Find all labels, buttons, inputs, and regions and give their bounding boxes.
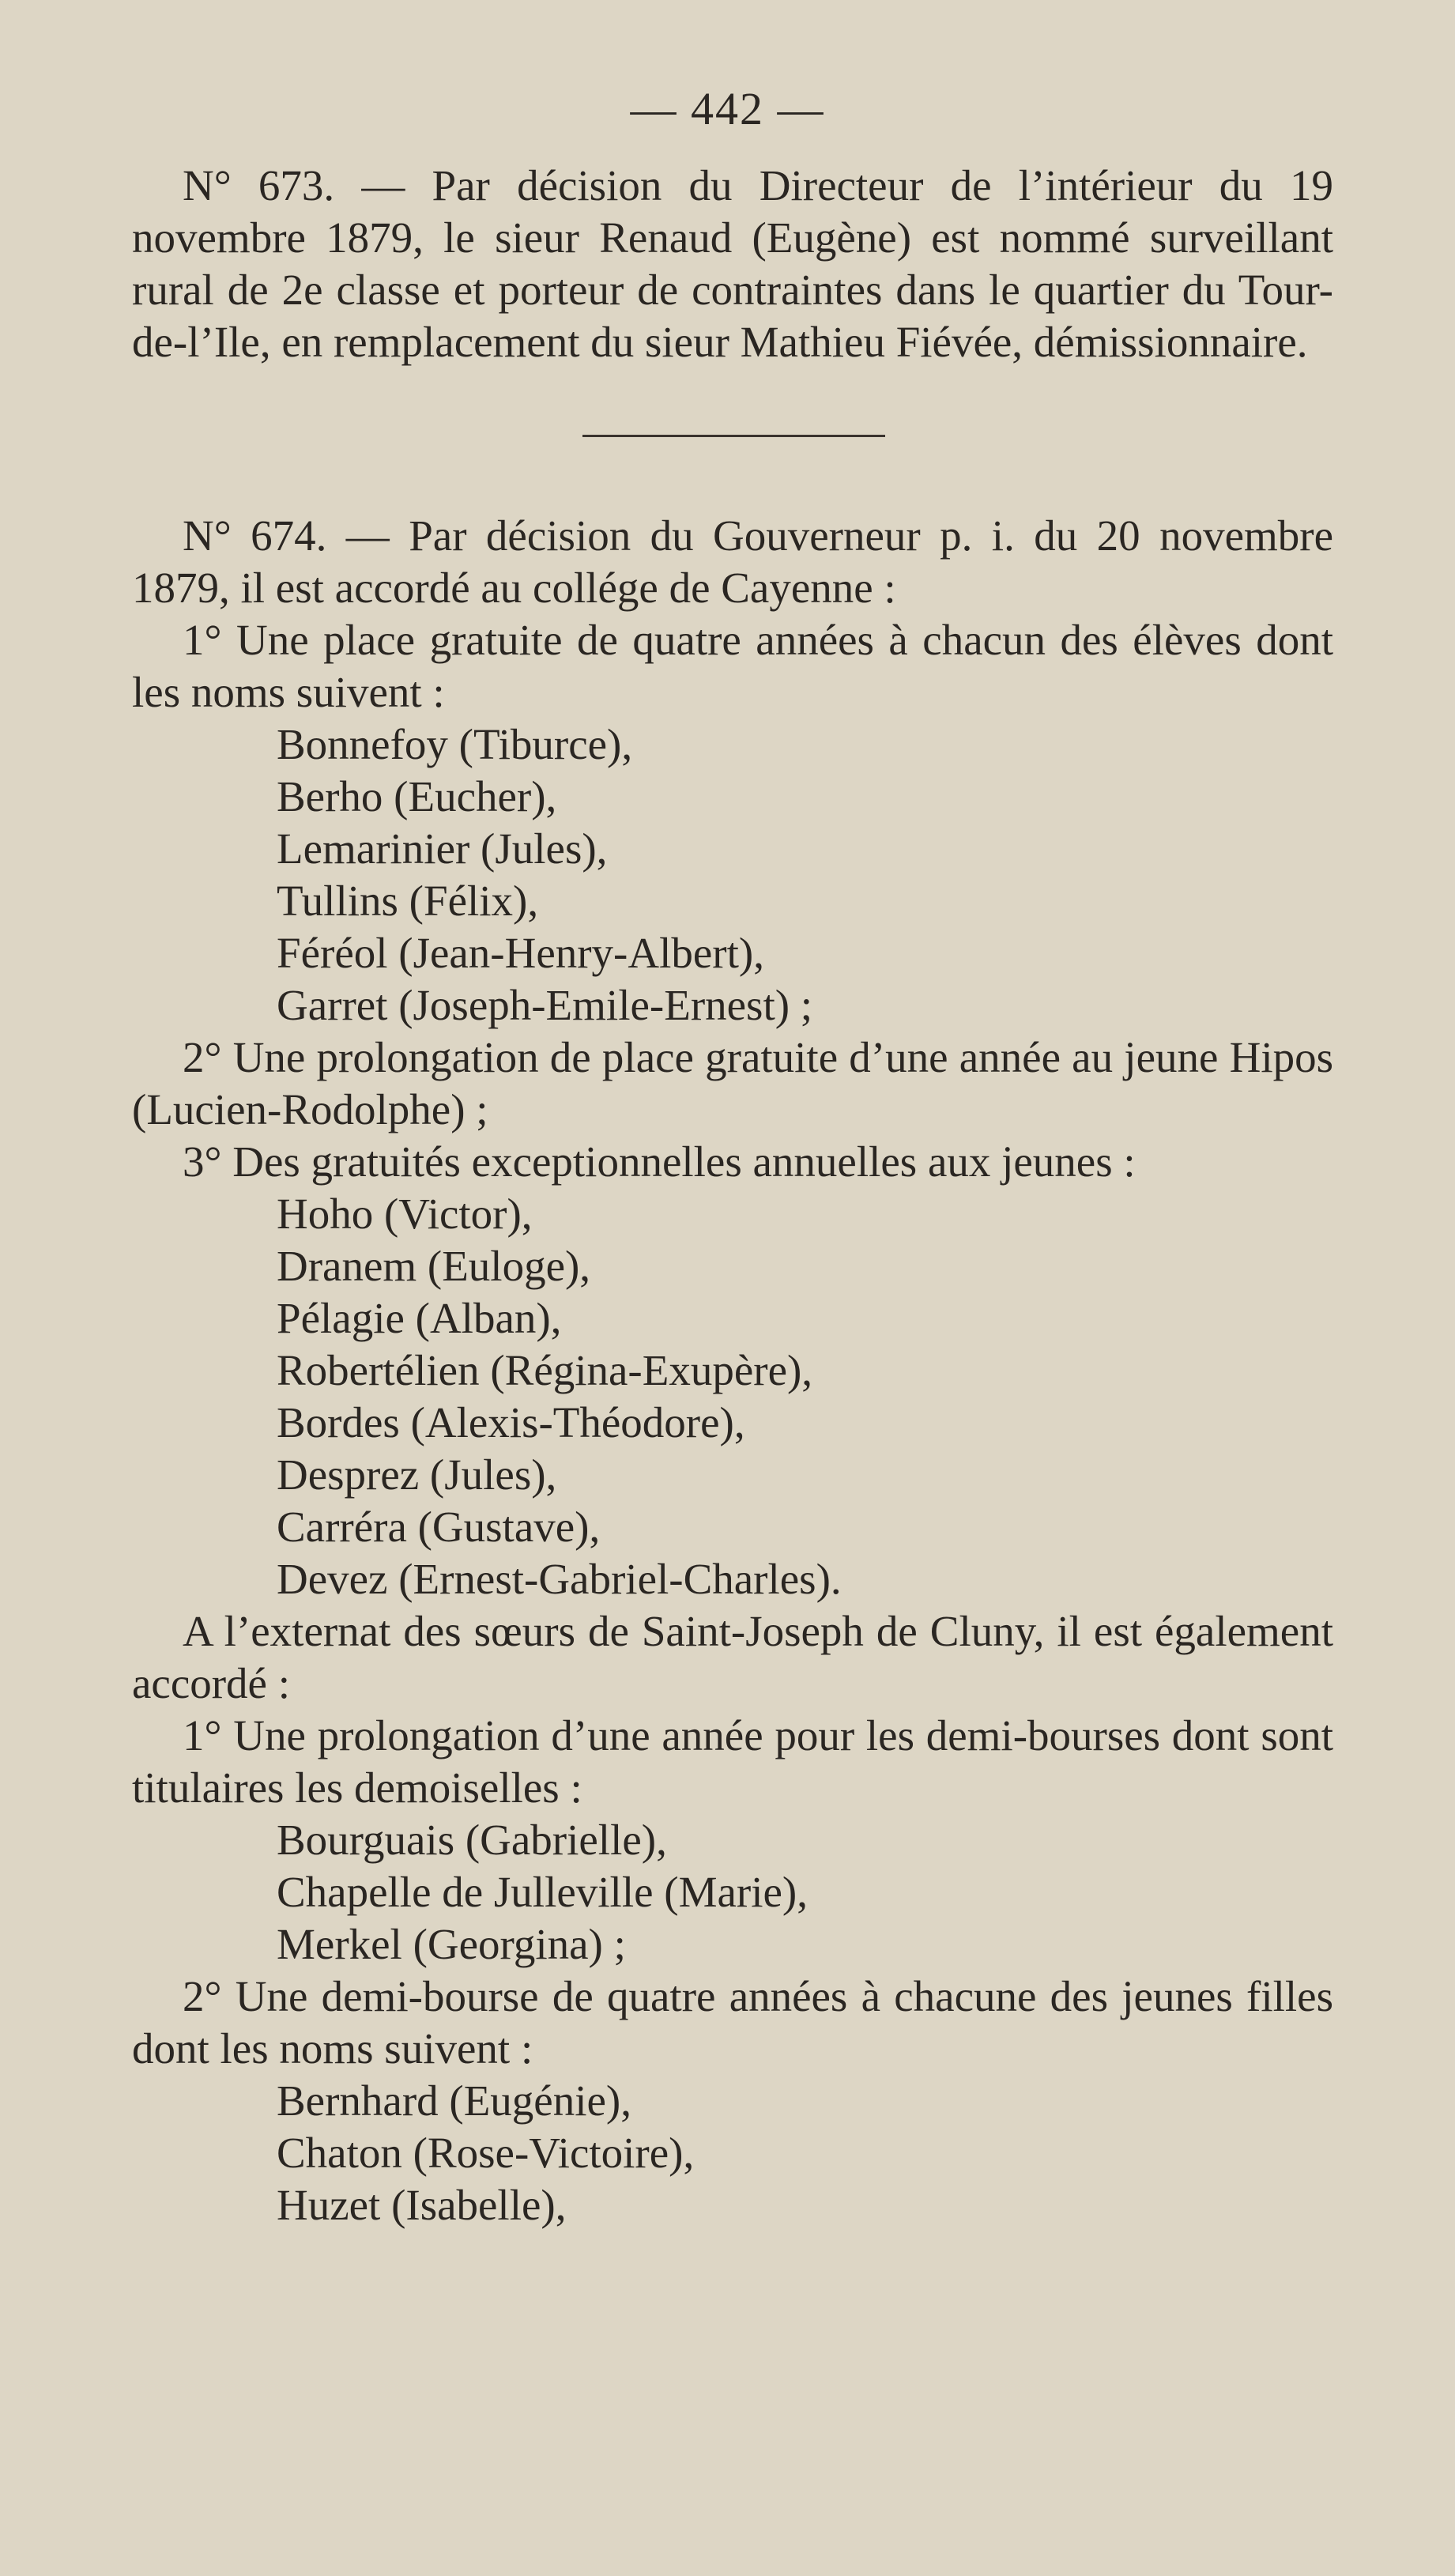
name-item: Dranem (Euloge), xyxy=(277,1242,591,1290)
decision-673 xyxy=(132,160,1333,368)
page-number: — 442 — xyxy=(630,83,825,134)
name-item: Berho (Eucher), xyxy=(277,772,557,820)
section-3-text: 3° Des gratuités exceptionnelles annuelles aux jeunes : xyxy=(183,1137,1136,1186)
name-item: Pélagie (Alban), xyxy=(277,1294,562,1342)
name-item: Hoho (Victor), xyxy=(277,1190,533,1238)
name-item: Chaton (Rose-Victoire), xyxy=(277,2129,695,2177)
name-item: Tullins (Félix), xyxy=(277,877,539,925)
name-item: Bourguais (Gabrielle), xyxy=(277,1816,667,1864)
name-item: Bernhard (Eugénie), xyxy=(277,2076,631,2125)
decision-674 xyxy=(132,510,1333,2231)
name-item: Garret (Joseph-Emile-Ernest) ; xyxy=(277,981,813,1029)
name-item: Féréol (Jean-Henry-Albert), xyxy=(277,929,764,977)
section-1-text: 1° Une place gratuite de quatre années à chacun des élèves dont les noms suivent : xyxy=(132,616,1333,716)
name-item: Chapelle de Julleville (Marie), xyxy=(277,1868,808,1916)
externat-intro-text: A l’externat des sœurs de Saint-Joseph de Cluny, il est également accordé : xyxy=(132,1607,1333,1707)
name-item: Bordes (Alexis-Théodore), xyxy=(277,1398,745,1446)
name-item: Huzet (Isabelle), xyxy=(277,2181,567,2229)
decision-674-intro: N° 674. — Par décision du Gouverneur p. i. du 20 novembre 1879, il est accordé au collége de Cayenne : xyxy=(132,511,1333,612)
name-item: Lemarinier (Jules), xyxy=(277,824,608,873)
externat-2-names xyxy=(132,2075,1333,2231)
decision-673-text: N° 673. — Par décision du Directeur de l’intérieur du 19 novembre 1879, le sieur Renaud (Eugène) est nommé surveillant rural de 2e classe et porteur de contraintes dans le quartier du Tour-de-l’Ile, en remplacement du sieur Mathieu Fiévée, démissionnaire. xyxy=(132,161,1333,366)
name-item: Desprez (Jules), xyxy=(277,1450,557,1499)
name-item: Devez (Ernest-Gabriel-Charles). xyxy=(277,1555,842,1603)
section-divider xyxy=(582,435,885,437)
section-2-text: 2° Une prolongation de place gratuite d’une année au jeune Hipos (Lucien-Rodolphe) ; xyxy=(132,1033,1333,1133)
section-3-names xyxy=(132,1188,1333,1605)
name-item: Carréra (Gustave), xyxy=(277,1503,601,1551)
section-1-names xyxy=(132,718,1333,1032)
externat-2-text: 2° Une demi-bourse de quatre années à chacune des jeunes filles dont les noms suivent : xyxy=(132,1972,1333,2072)
name-item: Robertélien (Régina-Exupère), xyxy=(277,1346,813,1394)
name-item: Bonnefoy (Tiburce), xyxy=(277,720,633,768)
name-item: Merkel (Georgina) ; xyxy=(277,1920,626,1968)
externat-1-text: 1° Une prolongation d’une année pour les demi-bourses dont sont titulaires les demoiselles : xyxy=(132,1711,1333,1812)
externat-1-names xyxy=(132,1814,1333,1971)
